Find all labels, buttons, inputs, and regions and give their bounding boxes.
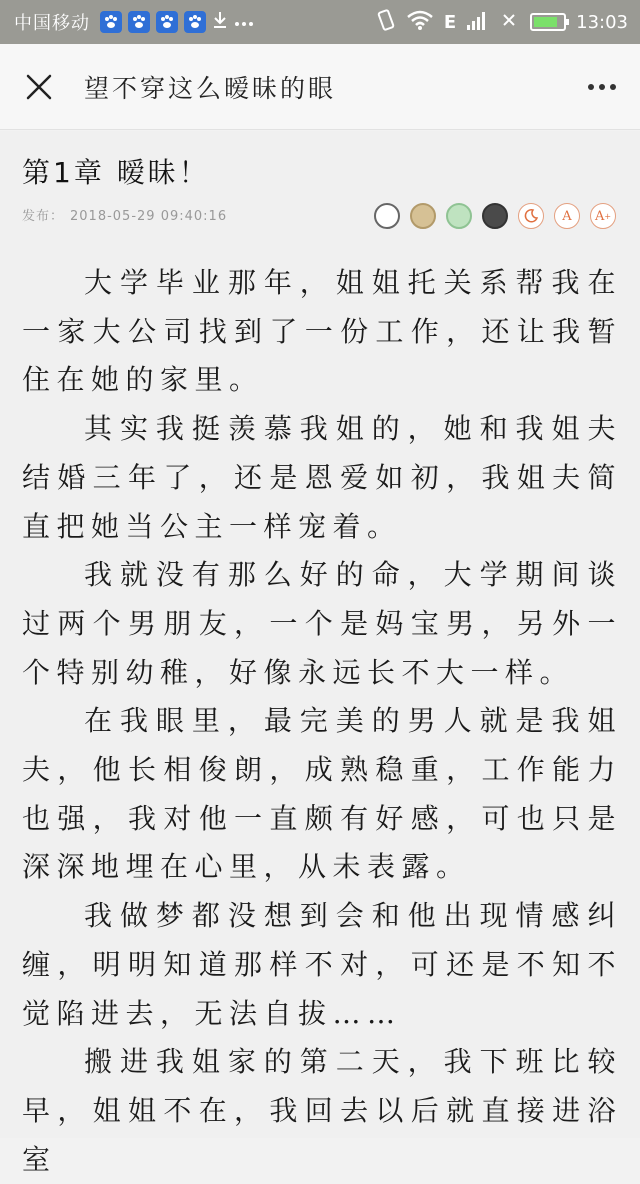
more-dot	[588, 84, 594, 90]
battery-icon	[530, 13, 566, 31]
publish-label: 发布：	[22, 209, 65, 224]
baidu-icon	[128, 11, 150, 33]
theme-white-swatch[interactable]	[374, 203, 400, 229]
battery-level	[534, 17, 556, 27]
font-decrease-label: A	[562, 208, 572, 224]
font-increase-sup: +	[604, 211, 612, 221]
theme-dark-swatch[interactable]	[482, 203, 508, 229]
vibrate-icon	[376, 8, 396, 36]
night-mode-button[interactable]	[518, 203, 544, 229]
close-button[interactable]	[24, 72, 54, 102]
app-header	[0, 44, 640, 130]
signal-icon	[498, 9, 520, 35]
theme-green-swatch[interactable]	[446, 203, 472, 229]
baidu-icon	[184, 11, 206, 33]
article-paragraph: 搬进我姐家的第二天，我下班比较早，姐姐不在，我回去以后就直接进浴室	[22, 1045, 622, 1176]
publish-meta	[22, 205, 227, 224]
baidu-icon	[156, 11, 178, 33]
status-left	[14, 9, 254, 35]
more-button[interactable]	[588, 84, 616, 90]
publish-time: 2018-05-29 09:40:16	[70, 209, 228, 224]
font-increase-label: A	[594, 208, 605, 224]
font-decrease-button[interactable]	[554, 203, 580, 229]
article-body	[22, 259, 622, 1184]
status-bar	[0, 0, 640, 44]
network-type-label: E	[443, 11, 457, 33]
theme-sepia-swatch[interactable]	[410, 203, 436, 229]
more-dot	[610, 84, 616, 90]
font-increase-button[interactable]	[590, 203, 616, 229]
page-title: 望不穿这么暧昧的眼	[84, 73, 337, 103]
article-paragraph: 其实我挺羡慕我姐的，她和我姐夫结婚三年了，还是恩爱如初，我姐夫简直把她当公主一样宠着。	[22, 412, 622, 543]
article-paragraph: 我做梦都没想到会和他出现情感纠缠，明明知道那样不对，可还是不知不觉陷进去，无法自拔……	[22, 899, 622, 1030]
more-notifications-icon	[234, 13, 254, 31]
article-paragraph: 在我眼里，最完美的男人就是我姐夫，他长相俊朗，成熟稳重，工作能力也强，我对他一直颇有好感，可也只是深深地埋在心里，从未表露。	[22, 704, 622, 884]
close-icon	[26, 74, 52, 100]
reader-controls	[374, 203, 616, 229]
carrier-label: 中国移动	[14, 13, 90, 34]
signal-icon	[466, 9, 488, 35]
clock: 13:03	[576, 11, 628, 33]
baidu-icon	[100, 11, 122, 33]
reader-content[interactable]	[0, 131, 640, 1176]
status-right	[376, 8, 628, 36]
download-icon	[212, 10, 228, 34]
wifi-icon	[406, 9, 434, 35]
article-paragraph: 大学毕业那年，姐姐托关系帮我在一家大公司找到了一份工作，还让我暂住在她的家里。	[22, 266, 622, 397]
moon-icon	[524, 209, 538, 223]
article-paragraph: 我就没有那么好的命，大学期间谈过两个男朋友，一个是妈宝男，另外一个特别幼稚，好像永远长不大一样。	[22, 558, 622, 689]
more-dot	[599, 84, 605, 90]
chapter-title: 第1章 暧昧！	[22, 156, 210, 189]
